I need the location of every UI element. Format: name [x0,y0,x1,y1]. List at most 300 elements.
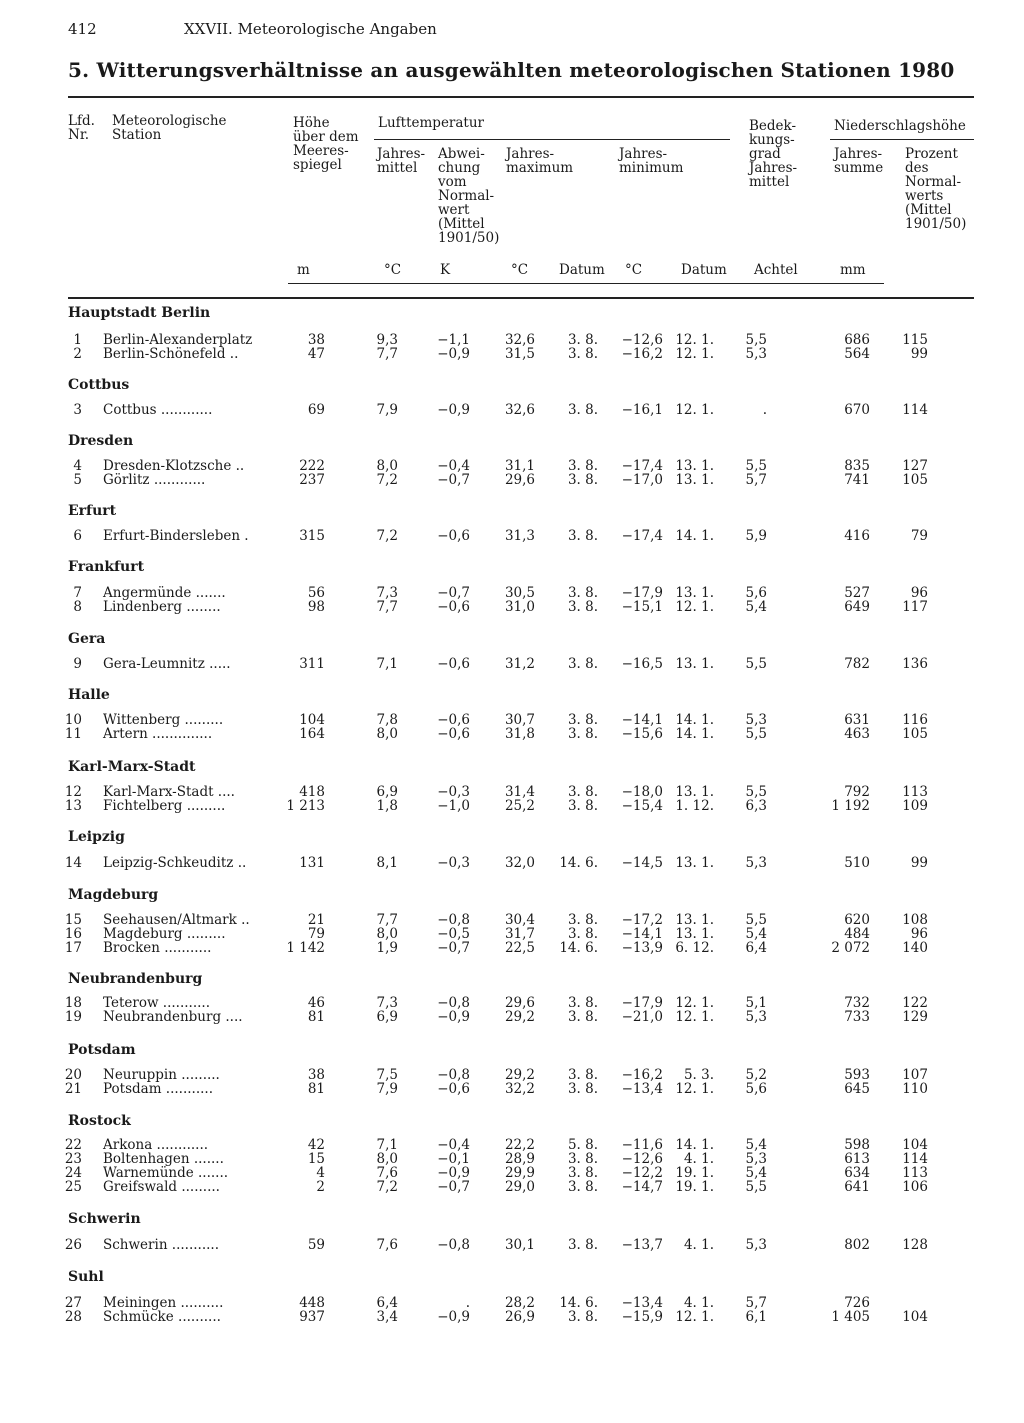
cell-summe: 620 [844,912,870,928]
cell-summe: 645 [844,1081,870,1097]
cell-mittel: 7,7 [376,346,398,362]
cell-bed: 5,3 [745,346,767,362]
cell-min: −16,5 [621,656,663,672]
cell-min-datum: 14. 1. [675,712,714,728]
cell-max-datum: 14. 6. [559,855,598,871]
cell-abw: −0,3 [437,855,470,871]
cell-max: 31,7 [504,926,535,942]
cell-min: −17,2 [621,912,663,928]
cell-abw: −0,9 [437,346,470,362]
cell-max: 29,2 [504,1009,535,1025]
cell-summe: 1 405 [831,1309,870,1325]
cell-min-datum: 13. 1. [675,926,714,942]
cell-mittel: 7,3 [376,585,398,601]
table-row [0,473,1024,487]
cell-mittel: 7,8 [376,712,398,728]
cell-min: −17,4 [621,458,663,474]
cell-max-datum: 5. 8. [567,1137,598,1153]
cell-prozent: 128 [902,1237,928,1253]
cell-max: 32,2 [504,1081,535,1097]
cell-abw: −0,6 [437,726,470,742]
table-row [0,1068,1024,1082]
cell-hoehe: 1 142 [286,940,325,956]
cell-summe: 2 072 [831,940,870,956]
cell-prozent: 104 [902,1309,928,1325]
cell-nr: 12 [64,784,82,800]
table-row [0,713,1024,727]
cell-hoehe: 1 213 [286,798,325,814]
col-hoehe-header: Höhe über dem Meeres- spiegel [293,115,359,173]
cell-nr: 25 [64,1179,82,1195]
cell-max-datum: 3. 8. [567,995,598,1011]
cell-hoehe: 237 [299,472,325,488]
cell-hoehe: 81 [307,1009,325,1025]
table-row [0,529,1024,543]
cell-min-datum: 4. 1. [683,1237,714,1253]
cell-max: 32,0 [504,855,535,871]
station-name: Karl-Marx-Stadt .... [103,784,235,800]
cell-nr: 5 [73,472,82,488]
cell-hoehe: 21 [307,912,325,928]
cell-hoehe: 98 [307,599,325,615]
table-row [0,1010,1024,1024]
cell-bed: 5,5 [745,332,767,348]
cell-nr: 16 [64,926,82,942]
cell-abw: −0,7 [437,585,470,601]
cell-min: −18,0 [621,784,663,800]
cell-hoehe: 42 [307,1137,325,1153]
cell-max: 30,7 [504,712,535,728]
cell-summe: 641 [844,1179,870,1195]
cell-max: 29,2 [504,1067,535,1083]
cell-bed: 5,1 [745,995,767,1011]
cell-max: 31,5 [504,346,535,362]
cell-max-datum: 3. 8. [567,1179,598,1195]
cell-bed: 5,5 [745,912,767,928]
cell-hoehe: 81 [307,1081,325,1097]
cell-prozent: 105 [902,472,928,488]
group-heading: Dresden [68,433,134,449]
col-jahresmittel-header: Jahres- mittel [377,146,426,176]
cell-hoehe: 69 [307,402,325,418]
cell-max-datum: 14. 6. [559,1295,598,1311]
station-name: Arkona ............ [103,1137,209,1153]
cell-mittel: 7,1 [376,1137,398,1153]
table-row [0,1082,1024,1096]
cell-max-datum: 3. 8. [567,912,598,928]
cell-hoehe: 38 [307,1067,325,1083]
cell-nr: 1 [73,332,82,348]
cell-min: −12,6 [621,1151,663,1167]
cell-abw: −0,8 [437,1067,470,1083]
cell-summe: 416 [844,528,870,544]
cell-max-datum: 3. 8. [567,712,598,728]
cell-min-datum: 4. 1. [683,1151,714,1167]
unit-min-datum: Datum [681,262,727,278]
group-heading: Leipzig [68,829,125,845]
cell-mittel: 7,7 [376,599,398,615]
cell-bed: 6,1 [745,1309,767,1325]
cell-summe: 484 [844,926,870,942]
cell-prozent: 114 [902,402,928,418]
cell-nr: 2 [73,346,82,362]
cell-prozent: 107 [902,1067,928,1083]
cell-min-datum: 1. 12. [675,798,714,814]
col-jahresmaximum-header: Jahres- maximum [506,146,574,176]
cell-bed: 5,5 [745,1179,767,1195]
cell-hoehe: 59 [307,1237,325,1253]
cell-min: −15,1 [621,599,663,615]
table-row [0,1310,1024,1324]
cell-min: −16,1 [621,402,663,418]
cell-abw: −0,8 [437,995,470,1011]
cell-min: −13,4 [621,1081,663,1097]
cell-prozent: 104 [902,1137,928,1153]
cell-summe: 634 [844,1165,870,1181]
cell-abw: −0,6 [437,1081,470,1097]
cell-summe: 593 [844,1067,870,1083]
cell-hoehe: 104 [299,712,325,728]
col-prozent-header: Prozent des Normal- werts (Mittel 1901/50) [905,146,967,232]
cell-min: −13,4 [621,1295,663,1311]
cell-bed: 5,4 [745,926,767,942]
station-name: Meiningen .......... [103,1295,224,1311]
station-name: Magdeburg ......... [103,926,226,942]
station-name: Boltenhagen ....... [103,1151,224,1167]
unit-min: °C [625,262,643,278]
cell-bed: 5,3 [745,712,767,728]
cell-max: 25,2 [504,798,535,814]
table-row [0,1180,1024,1194]
cell-hoehe: 15 [307,1151,325,1167]
unit-max-datum: Datum [559,262,605,278]
cell-summe: 792 [844,784,870,800]
cell-bed: 5,5 [745,726,767,742]
station-name: Gera-Leumnitz ..... [103,656,231,672]
cell-mittel: 7,9 [376,1081,398,1097]
cell-max-datum: 3. 8. [567,1067,598,1083]
cell-mittel: 7,7 [376,912,398,928]
cell-max: 31,0 [504,599,535,615]
cell-max-datum: 14. 6. [559,940,598,956]
cell-max-datum: 3. 8. [567,926,598,942]
cell-abw: −0,9 [437,1165,470,1181]
cell-min: −17,9 [621,995,663,1011]
station-name: Artern .............. [103,726,213,742]
cell-summe: 802 [844,1237,870,1253]
cell-nr: 21 [64,1081,82,1097]
cell-summe: 782 [844,656,870,672]
cell-bed: 5,3 [745,1237,767,1253]
cell-hoehe: 131 [299,855,325,871]
cell-max-datum: 3. 8. [567,798,598,814]
cell-min-datum: 12. 1. [675,1081,714,1097]
cell-abw: −0,6 [437,656,470,672]
cell-min-datum: 5. 3. [683,1067,714,1083]
cell-min-datum: 14. 1. [675,726,714,742]
cell-max: 31,4 [504,784,535,800]
cell-max-datum: 3. 8. [567,585,598,601]
cell-bed: 5,5 [745,458,767,474]
station-name: Leipzig-Schkeuditz .. [103,855,247,871]
cell-bed: 5,4 [745,1137,767,1153]
cell-prozent: 105 [902,726,928,742]
cell-nr: 27 [64,1295,82,1311]
station-name: Warnemünde ....... [103,1165,229,1181]
unit-hoehe: m [297,262,310,278]
cell-abw: −0,7 [437,1179,470,1195]
table-row [0,459,1024,473]
cell-prozent: 108 [902,912,928,928]
group-heading: Frankfurt [68,559,145,575]
cell-max: 29,6 [504,995,535,1011]
unit-mittel: °C [384,262,402,278]
cell-summe: 598 [844,1137,870,1153]
table-row [0,347,1024,361]
station-name: Görlitz ............ [103,472,206,488]
cell-min-datum: 13. 1. [675,912,714,928]
cell-mittel: 7,5 [376,1067,398,1083]
cell-mittel: 6,9 [376,1009,398,1025]
cell-mittel: 8,0 [376,926,398,942]
cell-prozent: 79 [910,528,928,544]
cell-min: −14,7 [621,1179,663,1195]
cell-min-datum: 19. 1. [675,1165,714,1181]
cell-min-datum: 12. 1. [675,1309,714,1325]
cell-bed: 5,9 [745,528,767,544]
cell-min: −12,6 [621,332,663,348]
cell-max: 28,2 [504,1295,535,1311]
cell-nr: 6 [73,528,82,544]
niederschlag-header: Niederschlagshöhe [834,118,966,134]
chapter-title: XXVII. Meteorologische Angaben [184,20,437,38]
cell-max-datum: 3. 8. [567,1009,598,1025]
cell-max-datum: 3. 8. [567,784,598,800]
cell-prozent: 109 [902,798,928,814]
cell-mittel: 8,0 [376,726,398,742]
cell-mittel: 1,9 [376,940,398,956]
cell-max-datum: 3. 8. [567,726,598,742]
cell-abw: −0,4 [437,1137,470,1153]
cell-abw: −1,1 [437,332,470,348]
cell-min: −11,6 [621,1137,663,1153]
cell-min-datum: 13. 1. [675,855,714,871]
cell-hoehe: 47 [307,346,325,362]
station-name: Neubrandenburg .... [103,1009,243,1025]
cell-max: 31,2 [504,656,535,672]
cell-bed: 5,5 [745,784,767,800]
cell-prozent: 113 [902,1165,928,1181]
cell-max: 32,6 [504,402,535,418]
station-name: Cottbus ............ [103,402,213,418]
cell-prozent: 96 [910,585,928,601]
cell-prozent: 113 [902,784,928,800]
station-name: Berlin-Alexanderplatz [103,332,253,348]
cell-bed: . [762,402,767,418]
cell-abw: −0,1 [437,1151,470,1167]
cell-min-datum: 6. 12. [675,940,714,956]
group-heading: Cottbus [68,377,130,393]
cell-hoehe: 56 [307,585,325,601]
cell-bed: 5,7 [745,1295,767,1311]
cell-mittel: 8,0 [376,458,398,474]
cell-mittel: 7,9 [376,402,398,418]
station-name: Berlin-Schönefeld .. [103,346,239,362]
table-row [0,403,1024,417]
cell-mittel: 8,1 [376,855,398,871]
cell-nr: 28 [64,1309,82,1325]
cell-hoehe: 315 [299,528,325,544]
cell-bed: 5,2 [745,1067,767,1083]
cell-prozent: 115 [902,332,928,348]
station-name: Fichtelberg ......... [103,798,226,814]
cell-max: 31,8 [504,726,535,742]
cell-max-datum: 3. 8. [567,402,598,418]
cell-prozent: 116 [902,712,928,728]
cell-mittel: 7,1 [376,656,398,672]
station-name: Lindenberg ........ [103,599,221,615]
cell-nr: 9 [73,656,82,672]
cell-min-datum: 12. 1. [675,332,714,348]
cell-abw: −0,5 [437,926,470,942]
cell-nr: 7 [73,585,82,601]
cell-bed: 5,3 [745,1009,767,1025]
cell-mittel: 6,9 [376,784,398,800]
cell-summe: 835 [844,458,870,474]
cell-bed: 5,3 [745,1151,767,1167]
cell-summe: 613 [844,1151,870,1167]
cell-abw: −0,6 [437,712,470,728]
cell-mittel: 3,4 [376,1309,398,1325]
cell-max-datum: 3. 8. [567,472,598,488]
station-name: Erfurt-Bindersleben . [103,528,249,544]
cell-prozent: 122 [902,995,928,1011]
group-heading: Magdeburg [68,887,159,903]
cell-min: −14,5 [621,855,663,871]
cell-summe: 564 [844,346,870,362]
cell-min: −13,7 [621,1237,663,1253]
cell-nr: 23 [64,1151,82,1167]
cell-bed: 5,7 [745,472,767,488]
cell-prozent: 110 [902,1081,928,1097]
cell-hoehe: 311 [299,656,325,672]
station-name: Greifswald ......... [103,1179,220,1195]
unit-bed: Achtel [754,262,798,278]
cell-hoehe: 448 [299,1295,325,1311]
cell-mittel: 1,8 [376,798,398,814]
table-row [0,913,1024,927]
station-name: Schwerin ........... [103,1237,220,1253]
station-name: Angermünde ....... [103,585,226,601]
cell-max: 28,9 [504,1151,535,1167]
lufttemperatur-header: Lufttemperatur [378,115,485,131]
table-row [0,1296,1024,1310]
station-name: Teterow ........... [103,995,210,1011]
cell-bed: 6,3 [745,798,767,814]
cell-hoehe: 2 [316,1179,325,1195]
cell-abw: −0,6 [437,599,470,615]
cell-min-datum: 12. 1. [675,346,714,362]
cell-mittel: 7,6 [376,1237,398,1253]
cell-mittel: 9,3 [376,332,398,348]
cell-prozent: 127 [902,458,928,474]
cell-max: 22,5 [504,940,535,956]
cell-min: −15,4 [621,798,663,814]
cell-min-datum: 12. 1. [675,402,714,418]
group-heading: Rostock [68,1113,131,1129]
table-row [0,941,1024,955]
table-row [0,927,1024,941]
station-name: Brocken ........... [103,940,212,956]
cell-bed: 5,5 [745,656,767,672]
cell-prozent: 96 [910,926,928,942]
cell-summe: 510 [844,855,870,871]
cell-mittel: 7,3 [376,995,398,1011]
cell-max: 29,9 [504,1165,535,1181]
table-row [0,586,1024,600]
cell-summe: 726 [844,1295,870,1311]
cell-abw: −0,9 [437,402,470,418]
cell-summe: 649 [844,599,870,615]
cell-mittel: 6,4 [376,1295,398,1311]
cell-nr: 3 [73,402,82,418]
cell-max: 26,9 [504,1309,535,1325]
cell-mittel: 7,2 [376,1179,398,1195]
cell-max-datum: 3. 8. [567,656,598,672]
cell-summe: 733 [844,1009,870,1025]
group-heading: Neubrandenburg [68,971,203,987]
cell-bed: 6,4 [745,940,767,956]
cell-hoehe: 46 [307,995,325,1011]
cell-max: 31,1 [504,458,535,474]
cell-summe: 741 [844,472,870,488]
cell-abw: −0,9 [437,1009,470,1025]
table-row [0,1238,1024,1252]
station-name: Neuruppin ......... [103,1067,220,1083]
cell-max-datum: 3. 8. [567,1309,598,1325]
cell-max: 29,6 [504,472,535,488]
cell-max-datum: 3. 8. [567,1237,598,1253]
table-title: 5. Witterungsverhältnisse an ausgewählten meteorologischen Stationen 1980 [68,58,955,82]
cell-hoehe: 222 [299,458,325,474]
cell-max: 30,4 [504,912,535,928]
cell-bed: 5,4 [745,1165,767,1181]
cell-min-datum: 14. 1. [675,528,714,544]
cell-min-datum: 14. 1. [675,1137,714,1153]
col-abweichung-header: Abwei- chung vom Normal- wert (Mittel 1901/50) [438,146,500,246]
cell-max: 32,6 [504,332,535,348]
cell-nr: 18 [64,995,82,1011]
cell-nr: 14 [64,855,82,871]
cell-nr: 20 [64,1067,82,1083]
group-heading: Erfurt [68,503,117,519]
cell-min: −21,0 [621,1009,663,1025]
table-row [0,1152,1024,1166]
cell-min: −17,4 [621,528,663,544]
cell-min-datum: 12. 1. [675,1009,714,1025]
cell-bed: 5,4 [745,599,767,615]
cell-abw: . [465,1295,470,1311]
group-heading: Suhl [68,1269,104,1285]
table-row [0,1138,1024,1152]
cell-prozent: 114 [902,1151,928,1167]
cell-max-datum: 3. 8. [567,1151,598,1167]
table-row [0,727,1024,741]
cell-summe: 527 [844,585,870,601]
cell-min-datum: 13. 1. [675,656,714,672]
col-bedeckung-header: Bedek- kungs- grad Jahres- mittel [749,118,798,190]
cell-min: −14,1 [621,712,663,728]
